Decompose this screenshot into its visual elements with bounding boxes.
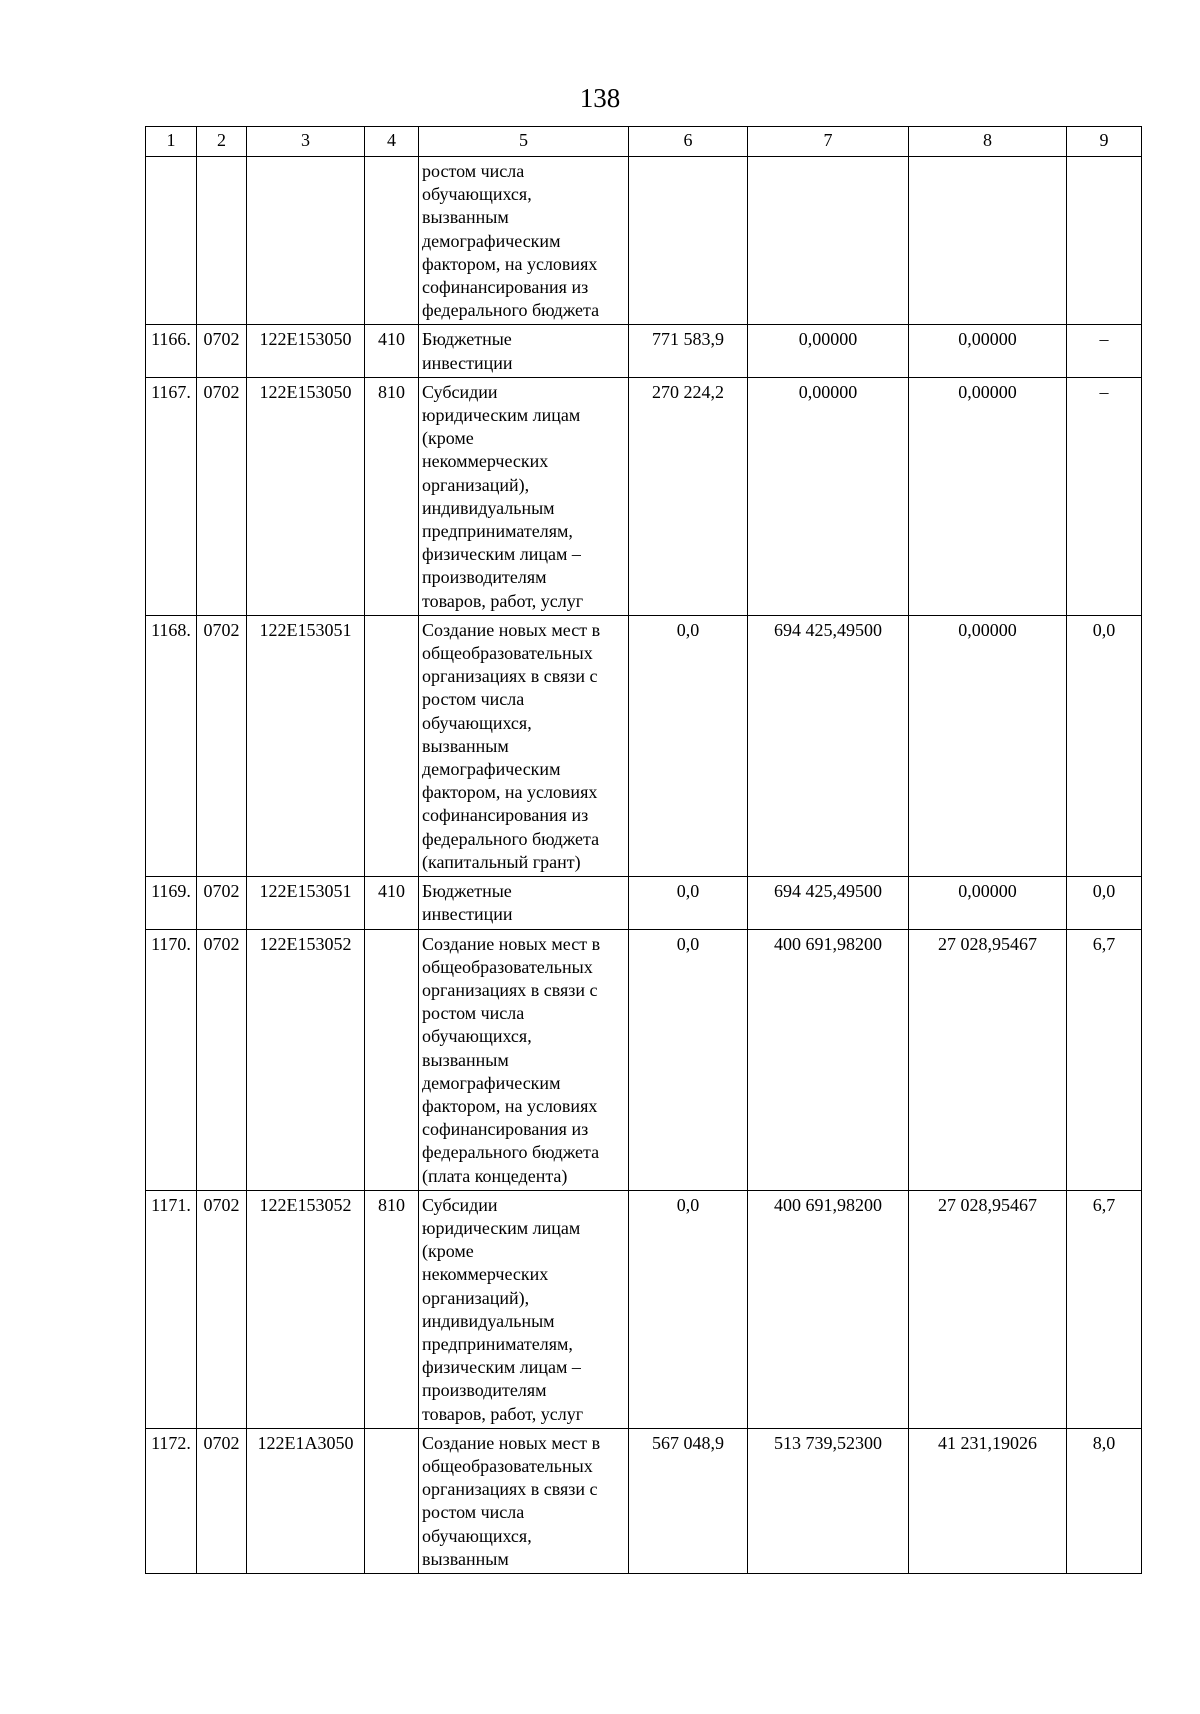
name-text: Создание новых мест в общеобразовательных организациях в связи с ростом числа обучающихся, вызванным <box>422 1432 601 1569</box>
name-text: Субсидии юридическим лицам (кроме некоммерческих организаций), индивидуальным предпринимателям, физическим лицам – производителям товаров, работ, услуг <box>422 1194 584 1424</box>
header-cell: 6 <box>629 127 748 157</box>
value-col8-cell: 0,00000 <box>909 325 1067 377</box>
expense-type-cell: 810 <box>365 377 419 615</box>
name-cell <box>419 157 629 325</box>
target-code-cell: 122E153051 <box>247 877 365 929</box>
value-col8-cell: 27 028,95467 <box>909 929 1067 1190</box>
table-row <box>146 1428 1142 1573</box>
header-cell: 3 <box>247 127 365 157</box>
expense-type-cell: 810 <box>365 1190 419 1428</box>
row-number-cell: 1170. <box>146 929 197 1190</box>
header-cell: 7 <box>748 127 909 157</box>
value-col6-cell: 0,0 <box>629 1190 748 1428</box>
expense-type-cell <box>365 157 419 325</box>
section-code-cell: 0702 <box>197 1428 247 1573</box>
row-number-cell: 1172. <box>146 1428 197 1573</box>
name-text: Субсидии юридическим лицам (кроме некоммерческих организаций), индивидуальным предпринимателям, физическим лицам – производителям товаров, работ, услуг <box>422 381 584 611</box>
row-number-cell: 1168. <box>146 615 197 876</box>
row-number-cell <box>146 157 197 325</box>
value-col9-cell: 6,7 <box>1067 929 1142 1190</box>
value-col7-cell: 0,00000 <box>748 377 909 615</box>
target-code-cell <box>247 157 365 325</box>
header-cell: 2 <box>197 127 247 157</box>
value-col6-cell: 0,0 <box>629 929 748 1190</box>
section-code-cell: 0702 <box>197 325 247 377</box>
table-row <box>146 1190 1142 1428</box>
target-code-cell: 122E1A3050 <box>247 1428 365 1573</box>
value-col8-cell <box>909 157 1067 325</box>
value-col8-cell: 0,00000 <box>909 877 1067 929</box>
header-cell: 5 <box>419 127 629 157</box>
header-cell: 9 <box>1067 127 1142 157</box>
table-row <box>146 929 1142 1190</box>
row-number-cell: 1169. <box>146 877 197 929</box>
name-text: Бюджетные инвестиции <box>422 881 513 925</box>
section-code-cell: 0702 <box>197 1190 247 1428</box>
value-col9-cell: 6,7 <box>1067 1190 1142 1428</box>
expense-type-cell <box>365 1428 419 1573</box>
value-col9-cell: – <box>1067 377 1142 615</box>
value-col8-cell: 27 028,95467 <box>909 1190 1067 1428</box>
value-col6-cell: 270 224,2 <box>629 377 748 615</box>
value-col6-cell: 0,0 <box>629 877 748 929</box>
section-code-cell <box>197 157 247 325</box>
value-col6-cell: 567 048,9 <box>629 1428 748 1573</box>
value-col9-cell: 0,0 <box>1067 615 1142 876</box>
name-text: Создание новых мест в общеобразовательных организациях в связи с ростом числа обучающихся, вызванным демографическим фактором, на условиях софинансирования из федерального бюджета (капитальный грант) <box>422 619 601 872</box>
section-code-cell: 0702 <box>197 615 247 876</box>
value-col8-cell: 0,00000 <box>909 377 1067 615</box>
name-cell <box>419 1428 629 1573</box>
expense-type-cell: 410 <box>365 325 419 377</box>
section-code-cell: 0702 <box>197 377 247 615</box>
row-number-cell: 1166. <box>146 325 197 377</box>
value-col7-cell: 0,00000 <box>748 325 909 377</box>
target-code-cell: 122E153051 <box>247 615 365 876</box>
target-code-cell: 122E153052 <box>247 1190 365 1428</box>
value-col8-cell: 41 231,19026 <box>909 1428 1067 1573</box>
target-code-cell: 122E153052 <box>247 929 365 1190</box>
value-col7-cell: 400 691,98200 <box>748 929 909 1190</box>
name-text: Создание новых мест в общеобразовательных организациях в связи с ростом числа обучающихся, вызванным демографическим фактором, на условиях софинансирования из федерального бюджета (плата концедента) <box>422 933 601 1186</box>
value-col7-cell: 513 739,52300 <box>748 1428 909 1573</box>
name-cell <box>419 377 629 615</box>
name-cell <box>419 325 629 377</box>
value-col9-cell: – <box>1067 325 1142 377</box>
header-cell: 1 <box>146 127 197 157</box>
name-text: ростом числа обучающихся, вызванным демографическим фактором, на условиях софинансирования из федерального бюджета <box>422 161 600 321</box>
value-col9-cell: 8,0 <box>1067 1428 1142 1573</box>
value-col6-cell: 771 583,9 <box>629 325 748 377</box>
budget-table <box>145 126 1142 1574</box>
row-number-cell: 1167. <box>146 377 197 615</box>
name-cell <box>419 877 629 929</box>
name-cell <box>419 615 629 876</box>
table-row <box>146 615 1142 876</box>
value-col7-cell <box>748 157 909 325</box>
name-cell <box>419 1190 629 1428</box>
target-code-cell: 122E153050 <box>247 325 365 377</box>
name-text: Бюджетные инвестиции <box>422 329 513 373</box>
table-row <box>146 377 1142 615</box>
value-col6-cell: 0,0 <box>629 615 748 876</box>
expense-type-cell: 410 <box>365 877 419 929</box>
header-cell: 4 <box>365 127 419 157</box>
target-code-cell: 122E153050 <box>247 377 365 615</box>
header-cell: 8 <box>909 127 1067 157</box>
expense-type-cell <box>365 615 419 876</box>
row-number-cell: 1171. <box>146 1190 197 1428</box>
section-code-cell: 0702 <box>197 929 247 1190</box>
name-cell <box>419 929 629 1190</box>
table-row <box>146 877 1142 929</box>
value-col8-cell: 0,00000 <box>909 615 1067 876</box>
value-col9-cell <box>1067 157 1142 325</box>
value-col7-cell: 694 425,49500 <box>748 615 909 876</box>
table-row <box>146 157 1142 325</box>
page-number: 138 <box>579 83 621 113</box>
header-row <box>146 127 1142 157</box>
value-col7-cell: 694 425,49500 <box>748 877 909 929</box>
value-col9-cell: 0,0 <box>1067 877 1142 929</box>
table-row <box>146 325 1142 377</box>
expense-type-cell <box>365 929 419 1190</box>
section-code-cell: 0702 <box>197 877 247 929</box>
value-col7-cell: 400 691,98200 <box>748 1190 909 1428</box>
value-col6-cell <box>629 157 748 325</box>
